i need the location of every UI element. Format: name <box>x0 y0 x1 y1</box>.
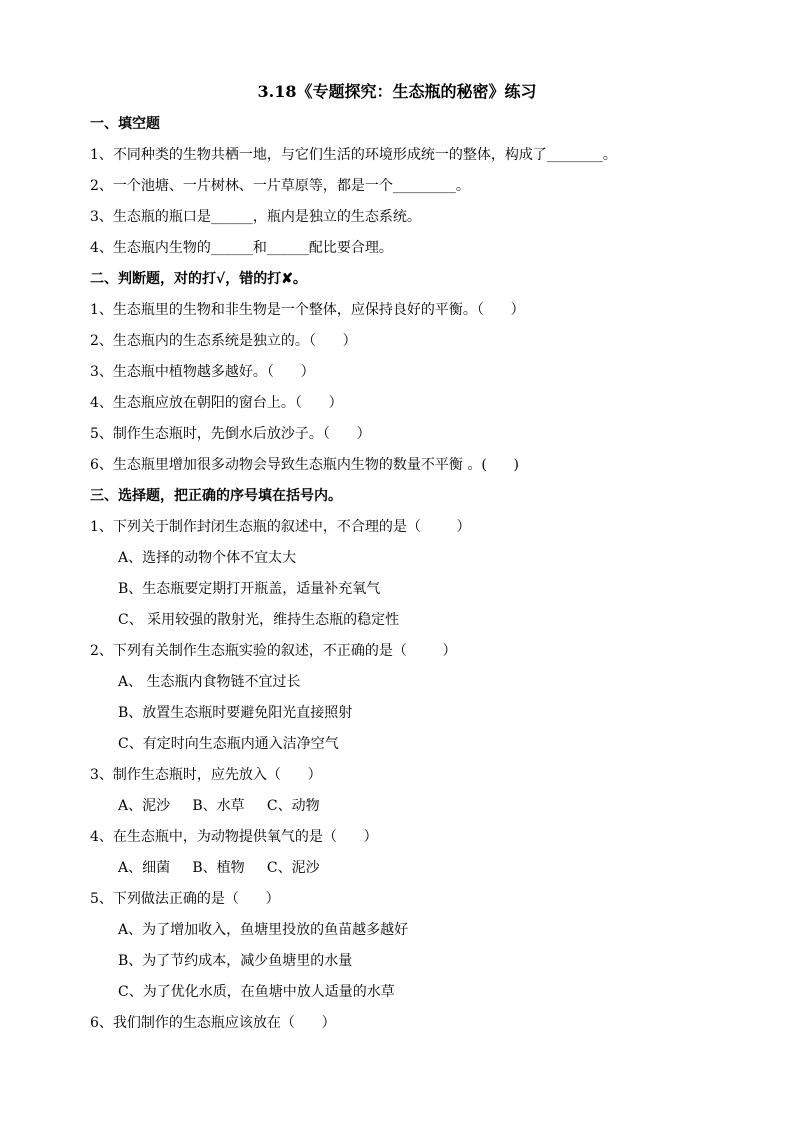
answer-option: A、选择的动物个体不宜太大 <box>118 550 297 566</box>
question-item: 3、生态瓶的瓶口是______，瓶内是独立的生态系统。 <box>90 209 421 225</box>
question-stem: 6、我们制作的生态瓶应该放在（ ） <box>90 1015 336 1031</box>
answer-option: B、生态瓶要定期打开瓶盖，适量补充氧气 <box>118 581 381 597</box>
answer-option: A、细菌 B、植物 C、泥沙 <box>118 860 320 876</box>
question-item: 2、生态瓶内的生态系统是独立的。（ ） <box>90 333 357 349</box>
question-item: 3、生态瓶中植物越多越好。（ ） <box>90 364 315 380</box>
question-item: 2、一个池塘、一片树林、一片草原等，都是一个_________。 <box>90 178 470 194</box>
answer-option: C、有定时向生态瓶内通入洁净空气 <box>118 736 339 752</box>
page-title: 3.18《专题探究：生态瓶的秘密》练习 <box>257 82 537 101</box>
question-stem: 1、下列关于制作封闭生态瓶的叙述中，不合理的是（ ） <box>90 519 471 535</box>
question-item: 1、生态瓶里的生物和非生物是一个整体，应保持良好的平衡。（ ） <box>90 302 525 318</box>
answer-option: B、为了节约成本，减少鱼塘里的水量 <box>118 953 353 969</box>
answer-option: B、放置生态瓶时要避免阳光直接照射 <box>118 705 353 721</box>
question-stem: 4、在生态瓶中，为动物提供氧气的是（ ） <box>90 829 378 845</box>
question-stem: 3、制作生态瓶时，应先放入（ ） <box>90 767 322 783</box>
question-item: 5、制作生态瓶时，先倒水后放沙子。（ ） <box>90 426 371 442</box>
answer-option: A、 生态瓶内食物链不宜过长 <box>118 674 301 690</box>
question-item: 4、生态瓶应放在朝阳的窗台上。（ ） <box>90 395 343 411</box>
answer-option: C、为了优化水质，在鱼塘中放人适量的水草 <box>118 984 395 1000</box>
question-stem: 2、下列有关制作生态瓶实验的叙述，不正确的是（ ） <box>90 643 457 659</box>
answer-option: C、 采用较强的散射光，维持生态瓶的稳定性 <box>118 612 400 628</box>
section-heading-true-false: 二、判断题，对的打√，错的打✘。 <box>90 271 307 287</box>
answer-option: A、为了增加收入，鱼塘里投放的鱼苗越多越好 <box>118 922 409 938</box>
question-item: 4、生态瓶内生物的______和______配比要合理。 <box>90 240 393 256</box>
answer-option: A、泥沙 B、水草 C、动物 <box>118 798 320 814</box>
section-heading-multiple-choice: 三、选择题，把正确的序号填在括号内。 <box>90 488 342 504</box>
section-heading-fill-blank: 一、填空题 <box>90 116 160 132</box>
question-item: 6、生态瓶里增加很多动物会导致生态瓶内生物的数量不平衡 。( ) <box>90 457 519 473</box>
question-item: 1、不同种类的生物共栖一地，与它们生活的环境形成统一的整体，构成了________。 <box>90 147 617 163</box>
question-stem: 5、下列做法正确的是（ ） <box>90 891 280 907</box>
